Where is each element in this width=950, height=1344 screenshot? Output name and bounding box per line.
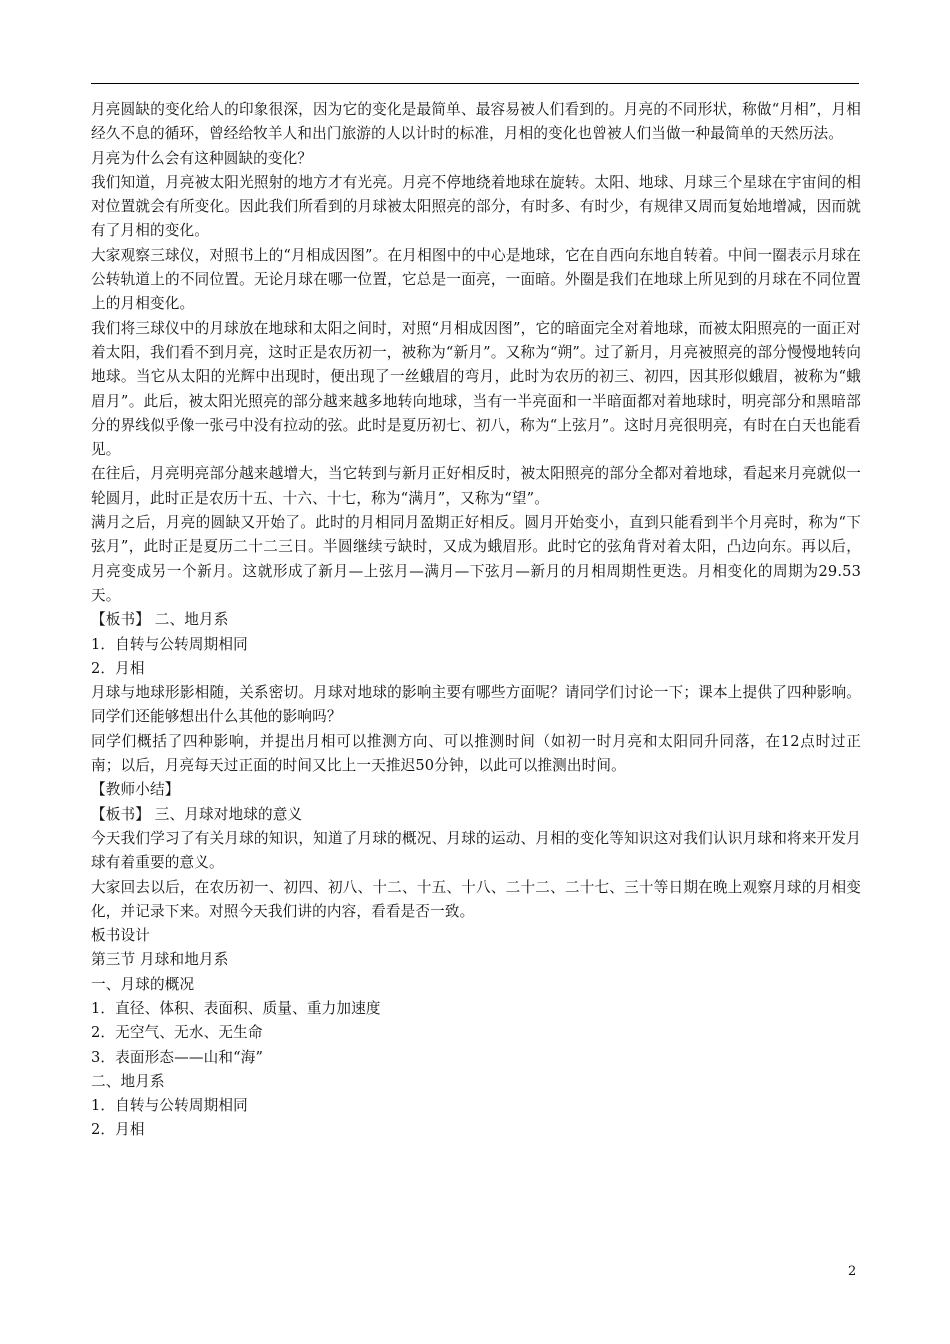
page-number: 2	[848, 1264, 857, 1279]
list-item: 2．月相	[91, 659, 145, 677]
outline-heading: 一、月球的概况	[91, 975, 195, 993]
paragraph: 我们将三球仪中的月球放在地球和太阳之间时，对照“月相成因图”，它的暗面完全对着地球，而被太阳照亮的一面正对着太阳，我们看不到月亮，这时正是农历初一，被称为“新月”。又称为“朔”。过了新月，月亮被照亮的部分慢慢地转向地球。当它从太阳的光辉中出现时，便出现了一丝蛾眉的弯月，此时为农历的初三、初四，因其形似蛾眉，被称为“蛾眉月”。此后，被太阳光照亮的部分越来越多地转向地球，当有一半亮面和一半暗面都对着地球时，明亮部分和黑暗部分的界线似乎像一张弓中没有拉动的弦。此时是夏历初七、初八，称为“上弦月”。这时月亮很明亮，有时在白天也能看见。	[91, 319, 861, 459]
board-heading: 【板书】 二、地月系	[91, 611, 229, 629]
list-item: 1．自转与公转周期相同	[91, 1097, 248, 1115]
outline-heading: 二、地月系	[91, 1072, 165, 1090]
section-label: 【教师小结】	[91, 781, 180, 799]
list-item: 3．表面形态——山和“海”	[91, 1048, 264, 1066]
paragraph: 今天我们学习了有关月球的知识，知道了月球的概况、月球的运动、月相的变化等知识这对我们认识月球和将来开发月球有着重要的意义。	[91, 829, 861, 872]
list-item: 2．月相	[91, 1121, 145, 1139]
paragraph: 满月之后，月亮的圆缺又开始了。此时的月相同月盈期正好相反。圆月开始变小，直到只能看到半个月亮时，称为“下弦月”，此时正是夏历二十二三日。半圆继续亏缺时，又成为蛾眉形。此时它的弦角背对着太阳，凸边向东。再以后，月亮变成另一个新月。这就形成了新月—上弦月—满月—下弦月—新月的月相周期性更迭。月相变化的周期为29.53天。	[91, 514, 861, 604]
paragraph: 月亮为什么会有这种圆缺的变化？	[91, 149, 313, 167]
paragraph: 月球与地球形影相随，关系密切。月球对地球的影响主要有哪些方面呢？请同学们讨论一下；课本上提供了四种影响。同学们还能够想出什么其他的影响吗？	[91, 684, 861, 726]
list-item: 1．直径、体积、表面积、质量、重力加速度	[91, 999, 381, 1017]
paragraph: 月亮圆缺的变化给人的印象很深，因为它的变化是最简单、最容易被人们看到的。月亮的不同形状，称做“月相”，月相经久不息的循环，曾经给牧羊人和出门旅游的人以计时的标准，月相的变化也曾被人们当做一种最简单的天然历法。	[91, 101, 861, 143]
list-item: 1．自转与公转周期相同	[91, 635, 248, 653]
paragraph: 大家观察三球仪，对照书上的“月相成因图”。在月相图中的中心是地球，它在自西向东地自转着。中间一圈表示月球在公转轨道上的不同位置。无论月球在哪一位置，它总是一面亮，一面暗。外圈是我们在地球上所见到的月球在不同位置上的月相变化。	[91, 246, 861, 313]
section-title: 第三节 月球和地月系	[91, 951, 229, 969]
paragraph: 在往后，月亮明亮部分越来越增大，当它转到与新月正好相反时，被太阳照亮的部分全都对着地球，看起来月亮就似一轮圆月，此时正是农历十五、十六、十七，称为“满月”，又称为“望”。	[91, 465, 861, 507]
paragraph: 我们知道，月亮被太阳光照射的地方才有光亮。月亮不停地绕着地球在旋转。太阳、地球、月球三个星球在宇宙间的相对位置就会有所变化。因此我们所看到的月球被太阳照亮的部分，有时多、有时少，有规律又周而复始地增减，因而就有了月相的变化。	[91, 173, 861, 240]
board-heading: 【板书】 三、月球对地球的意义	[91, 805, 303, 823]
paragraph: 大家回去以后，在农历初一、初四、初八、十二、十五、十八、二十二、二十七、三十等日期在晚上观察月球的月相变化，并记录下来。对照今天我们讲的内容，看看是否一致。	[91, 878, 861, 920]
paragraph: 同学们概括了四种影响，并提出月相可以推测方向、可以推测时间（如初一时月亮和太阳同升同落，在12点时过正南；以后，月亮每天过正面的时间又比上一天推迟50分钟，以此可以推测出时间。	[91, 732, 861, 775]
section-label: 板书设计	[91, 927, 150, 945]
document-body	[91, 98, 861, 1143]
header-rule	[91, 83, 859, 84]
list-item: 2．无空气、无水、无生命	[91, 1024, 263, 1042]
